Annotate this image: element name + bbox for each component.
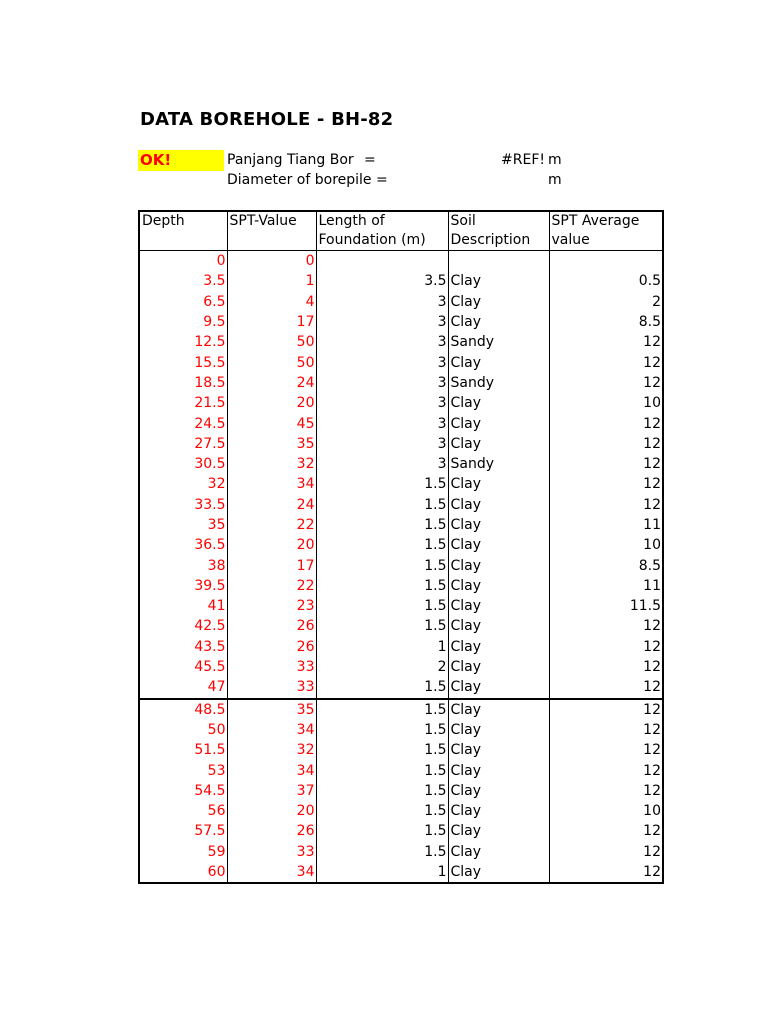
depth-cell: 35 (207, 517, 226, 533)
table-row (139, 616, 663, 636)
soil-description-cell: Clay (448, 474, 549, 494)
table-row (139, 862, 663, 883)
panjang-label: Panjang Tiang Bor (227, 152, 354, 168)
table-row (139, 555, 663, 575)
length-cell: 1.5 (316, 720, 448, 740)
length-cell: 3.5 (316, 271, 448, 291)
length-cell: 1.5 (316, 740, 448, 760)
soil-description-cell: Clay (448, 271, 549, 291)
spt-value-cell: 20 (227, 535, 316, 555)
soil-description-cell: Clay (448, 495, 549, 515)
spt-average-cell: 12 (549, 474, 663, 494)
spt-average-cell: 12 (549, 454, 663, 474)
depth-cell: 6.5 (203, 293, 226, 310)
borehole-table (138, 210, 664, 884)
depth-cell: 56 (207, 803, 226, 820)
table-row (139, 352, 663, 372)
spt-value-cell: 24 (227, 373, 316, 393)
spt-average-cell: 11 (549, 515, 663, 535)
depth-cell: 45.5 (194, 659, 226, 676)
spt-average-cell: 12 (549, 352, 663, 372)
length-cell: 1.5 (316, 821, 448, 841)
table-row (139, 454, 663, 474)
table-row (139, 251, 663, 272)
table-row (139, 413, 663, 433)
spt-average-cell: 12 (549, 616, 663, 636)
depth-cell: 38 (207, 557, 226, 574)
header-depth: Depth (139, 211, 227, 251)
length-cell: 1 (316, 637, 448, 657)
table-row (139, 474, 663, 494)
depth-cell: 54.5 (194, 782, 226, 799)
depth-cell: 48.5 (139, 699, 227, 720)
spt-value-cell: 26 (227, 821, 316, 841)
length-cell: 3 (316, 434, 448, 454)
spt-value-cell: 34 (227, 862, 316, 883)
spt-average-cell: 0.5 (549, 271, 663, 291)
status-badge: OK! (140, 151, 172, 169)
soil-description-cell: Clay (448, 842, 549, 862)
length-cell: 3 (316, 312, 448, 332)
spt-average-cell: 12 (549, 332, 663, 352)
spt-value-cell: 22 (227, 515, 316, 535)
soil-description-cell: Clay (448, 413, 549, 433)
table-row (139, 657, 663, 677)
depth-cell: 33.5 (194, 496, 226, 513)
table-row (139, 515, 663, 535)
length-cell: 1.5 (316, 515, 448, 535)
soil-description-cell: Clay (448, 576, 549, 596)
spt-value-cell: 1 (227, 271, 316, 291)
spt-value-cell: 32 (227, 454, 316, 474)
spt-average-cell: 12 (549, 495, 663, 515)
spt-average-cell: 12 (549, 821, 663, 841)
depth-cell: 41 (207, 598, 226, 615)
soil-description-cell: Clay (448, 352, 549, 372)
spt-value-cell: 33 (227, 657, 316, 677)
spt-average-cell: 12 (549, 657, 663, 677)
soil-description-cell: Clay (448, 393, 549, 413)
depth-cell: 3.5 (203, 273, 226, 290)
soil-description-cell: Sandy (448, 454, 549, 474)
depth-cell: 51.5 (194, 742, 226, 759)
spt-average-cell: 12 (549, 781, 663, 801)
spt-average-cell: 12 (549, 413, 663, 433)
spt-value-cell: 4 (227, 292, 316, 312)
depth-cell: 32 (207, 476, 226, 493)
spt-value-cell: 34 (227, 720, 316, 740)
spt-average-cell: 12 (549, 720, 663, 740)
spt-average-cell: 12 (549, 373, 663, 393)
spt-value-cell: 23 (227, 596, 316, 616)
spt-value-cell: 26 (227, 616, 316, 636)
spt-average-cell: 10 (549, 801, 663, 821)
spt-average-cell: 10 (549, 535, 663, 555)
length-cell: 1.5 (316, 842, 448, 862)
soil-description-cell: Sandy (448, 332, 549, 352)
table-row (139, 699, 663, 720)
depth-cell: 53 (207, 762, 226, 779)
length-cell: 3 (316, 454, 448, 474)
depth-cell: 9.5 (203, 314, 226, 331)
length-cell: 1 (316, 862, 448, 883)
length-cell: 1.5 (316, 555, 448, 575)
soil-description-cell: Clay (448, 555, 549, 575)
table-row (139, 637, 663, 657)
depth-cell: 18.5 (194, 374, 226, 391)
table-row (139, 312, 663, 332)
spt-value-cell: 34 (227, 760, 316, 780)
spt-value-cell: 37 (227, 781, 316, 801)
soil-description-cell: Clay (448, 801, 549, 821)
depth-cell: 30.5 (194, 456, 226, 473)
table-row (139, 576, 663, 596)
soil-description-cell: Clay (448, 720, 549, 740)
soil-description-cell: Clay (448, 657, 549, 677)
spt-average-cell: 12 (549, 862, 663, 883)
header-soil-description: Soil Description (448, 211, 549, 251)
spt-average-cell: 10 (549, 393, 663, 413)
table-row (139, 271, 663, 291)
length-cell: 1.5 (316, 495, 448, 515)
length-cell: 1.5 (316, 616, 448, 636)
spt-value-cell: 35 (227, 434, 316, 454)
spt-value-cell: 0 (227, 251, 316, 272)
depth-cell: 50 (207, 721, 226, 738)
soil-description-cell: Clay (448, 434, 549, 454)
panjang-equals: = (364, 152, 376, 168)
table-row (139, 332, 663, 352)
panjang-unit: m (548, 152, 562, 168)
depth-cell: 27.5 (194, 435, 226, 452)
length-cell: 2 (316, 657, 448, 677)
spt-average-cell (549, 251, 663, 272)
spt-average-cell: 12 (549, 699, 663, 720)
spt-value-cell: 20 (227, 801, 316, 821)
table-body (139, 251, 663, 884)
spt-average-cell: 12 (549, 842, 663, 862)
soil-description-cell: Clay (448, 637, 549, 657)
length-cell: 1.5 (316, 760, 448, 780)
spt-average-cell: 8.5 (549, 555, 663, 575)
spt-value-cell: 24 (227, 495, 316, 515)
length-cell: 1.5 (316, 535, 448, 555)
spt-average-cell: 11.5 (549, 596, 663, 616)
header-spt-average: SPT Average value (549, 211, 663, 251)
depth-cell: 21.5 (194, 395, 226, 412)
depth-cell: 15.5 (194, 354, 226, 371)
soil-description-cell: Clay (448, 699, 549, 720)
soil-description-cell: Clay (448, 862, 549, 883)
spt-value-cell: 33 (227, 842, 316, 862)
depth-cell: 59 (207, 843, 226, 860)
soil-description-cell: Clay (448, 677, 549, 698)
table-row (139, 740, 663, 760)
table-row (139, 495, 663, 515)
table-header-row (139, 211, 663, 251)
length-cell: 1.5 (316, 596, 448, 616)
depth-cell: 47 (207, 679, 226, 696)
spt-value-cell: 50 (227, 332, 316, 352)
table-row (139, 781, 663, 801)
header-spt-value: SPT-Value (227, 211, 316, 251)
table-row (139, 292, 663, 312)
spt-average-cell: 12 (549, 637, 663, 657)
spt-value-cell: 32 (227, 740, 316, 760)
length-cell: 3 (316, 393, 448, 413)
spt-value-cell: 34 (227, 474, 316, 494)
diameter-unit: m (548, 172, 562, 188)
soil-description-cell: Clay (448, 596, 549, 616)
length-cell: 1.5 (316, 781, 448, 801)
soil-description-cell: Clay (448, 740, 549, 760)
length-cell: 1.5 (316, 474, 448, 494)
length-cell: 3 (316, 332, 448, 352)
spt-value-cell: 33 (227, 677, 316, 698)
panjang-value: #REF! (501, 152, 545, 168)
spt-average-cell: 12 (549, 760, 663, 780)
table-row (139, 596, 663, 616)
soil-description-cell: Clay (448, 616, 549, 636)
depth-cell: 60 (207, 864, 226, 881)
soil-description-cell: Clay (448, 760, 549, 780)
table-row (139, 535, 663, 555)
table-row (139, 393, 663, 413)
depth-cell: 57.5 (194, 823, 226, 840)
length-cell: 3 (316, 413, 448, 433)
spt-value-cell: 17 (227, 555, 316, 575)
table-row (139, 801, 663, 821)
diameter-label: Diameter of borepile = (227, 172, 388, 188)
page-title: DATA BOREHOLE - BH-82 (140, 109, 394, 130)
table-row (139, 842, 663, 862)
spt-average-cell: 12 (549, 434, 663, 454)
table-row (139, 434, 663, 454)
table-row (139, 760, 663, 780)
length-cell: 3 (316, 292, 448, 312)
soil-description-cell (448, 251, 549, 272)
depth-cell: 39.5 (194, 577, 226, 594)
depth-cell: 36.5 (194, 537, 226, 554)
soil-description-cell: Clay (448, 821, 549, 841)
soil-description-cell: Clay (448, 312, 549, 332)
soil-description-cell: Clay (448, 515, 549, 535)
spt-average-cell: 8.5 (549, 312, 663, 332)
spt-average-cell: 2 (549, 292, 663, 312)
header-length-of-foundation: Length of Foundation (m) (316, 211, 448, 251)
length-cell: 1.5 (316, 699, 448, 720)
spt-average-cell: 12 (549, 677, 663, 698)
length-cell: 1.5 (316, 576, 448, 596)
spt-average-cell: 12 (549, 740, 663, 760)
depth-cell: 42.5 (194, 618, 226, 635)
spt-value-cell: 35 (227, 699, 316, 720)
soil-description-cell: Clay (448, 781, 549, 801)
soil-description-cell: Clay (448, 535, 549, 555)
table-row (139, 677, 663, 698)
spt-value-cell: 50 (227, 352, 316, 372)
table-row (139, 821, 663, 841)
length-cell: 1.5 (316, 677, 448, 698)
table-row (139, 720, 663, 740)
spt-value-cell: 17 (227, 312, 316, 332)
spt-value-cell: 26 (227, 637, 316, 657)
spt-average-cell: 11 (549, 576, 663, 596)
depth-cell: 24.5 (194, 415, 226, 432)
depth-cell: 12.5 (194, 334, 226, 351)
length-cell (316, 251, 448, 272)
length-cell: 3 (316, 373, 448, 393)
length-cell: 1.5 (316, 801, 448, 821)
spt-value-cell: 20 (227, 393, 316, 413)
length-cell: 3 (316, 352, 448, 372)
soil-description-cell: Clay (448, 292, 549, 312)
spt-value-cell: 22 (227, 576, 316, 596)
depth-cell: 0 (216, 253, 226, 270)
depth-cell: 43.5 (194, 638, 226, 655)
spt-value-cell: 45 (227, 413, 316, 433)
soil-description-cell: Sandy (448, 373, 549, 393)
table-row (139, 373, 663, 393)
